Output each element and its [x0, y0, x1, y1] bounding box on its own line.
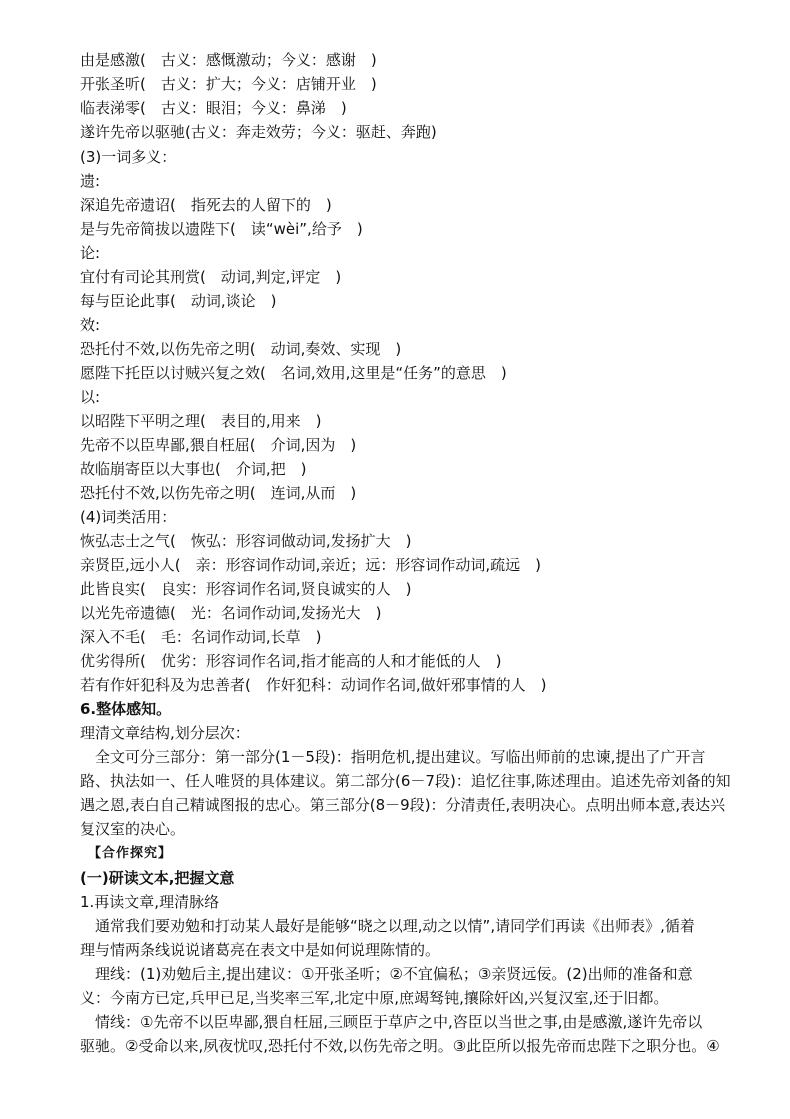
paragraph-line: 复汉室的决心。: [80, 820, 186, 838]
text-line: 每与臣论此事( 动词,谈论 ): [80, 292, 277, 310]
text-line: 宜付有司论其刑赏( 动词,判定,评定 ): [80, 268, 342, 286]
paragraph-line: 理线：(1)劝勉后主,提出建议：①开张圣听；②不宜偏私；③亲贤远佞。(2)出师的准备和意: [80, 965, 693, 983]
subsection-heading: (一)研读文本,把握文意: [80, 869, 235, 887]
text-line: 深入不毛( 毛：名词作动词,长草 ): [80, 628, 322, 646]
text-line: 若有作奸犯科及为忠善者( 作奸犯科：动词作名词,做奸邪事情的人 ): [80, 676, 547, 694]
section-heading: 6.整体感知。: [80, 700, 172, 718]
paragraph-line: 义：今南方已定,兵甲已足,当奖率三军,北定中原,庶竭驽钝,攘除奸凶,兴复汉室,还于旧都。: [80, 989, 669, 1007]
paragraph-line: 全文可分三部分：第一部分(1－5段)：指明危机,提出建议。写临出师前的忠谏,提出了广开言: [80, 748, 706, 766]
text-line: 恢弘志士之气( 恢弘：形容词做动词,发扬扩大 ): [80, 532, 412, 550]
text-line: 故临崩寄臣以大事也( 介词,把 ): [80, 460, 307, 478]
paragraph-line: 情线：①先帝不以臣卑鄙,猥自枉屈,三顾臣于草庐之中,咨臣以当世之事,由是感激,遂许先帝以: [80, 1013, 703, 1031]
text-line: 开张圣听( 古义：扩大；今义：店铺开业 ): [80, 75, 377, 93]
text-line: 遂许先帝以驱驰(古义：奔走效劳；今义：驱赶、奔跑): [80, 123, 437, 141]
term-label: 遗:: [80, 172, 101, 190]
text-line: 以光先帝遗德( 光：名词作动词,发扬光大 ): [80, 604, 382, 622]
paragraph-line: 路、执法如一、任人唯贤的具体建议。第二部分(6－7段)：追忆往事,陈述理由。追述先帝刘备的知: [80, 772, 731, 790]
paragraph-line: 理与情两条线说说诸葛亮在表文中是如何说理陈情的。: [80, 941, 441, 959]
text-line: 愿陛下托臣以讨贼兴复之效( 名词,效用,这里是“任务”的意思 ): [80, 364, 507, 382]
cooperative-inquiry-heading: 【合作探究】: [88, 846, 173, 861]
text-line: 优劣得所( 优劣：形容词作名词,指才能高的人和才能低的人 ): [80, 652, 502, 670]
section-heading: (4)词类活用：: [80, 508, 177, 526]
term-label: 效:: [80, 316, 101, 334]
text-line: 恐托付不效,以伤先帝之明( 连词,从而 ): [80, 484, 357, 502]
text-line: 理清文章结构,划分层次：: [80, 724, 250, 742]
text-line: 亲贤臣,远小人( 亲：形容词作动词,亲近；远：形容词作动词,疏远 ): [80, 556, 542, 574]
text-line: 深追先帝遗诏( 指死去的人留下的 ): [80, 196, 332, 214]
text-line: 是与先帝简拔以遗陛下( 读“wèi”,给予 ): [80, 220, 363, 238]
paragraph-line: 驱驰。②受命以来,夙夜忧叹,恐托付不效,以伤先帝之明。③此臣所以报先帝而忠陛下之职分也。④: [80, 1037, 720, 1055]
text-line: 临表涕零( 古义：眼泪；今义：鼻涕 ): [80, 99, 347, 117]
text-line: 以昭陛下平明之理( 表目的,用来 ): [80, 412, 322, 430]
text-line: 此皆良实( 良实：形容词作名词,贤良诚实的人 ): [80, 580, 412, 598]
paragraph-line: 通常我们要劝勉和打动某人最好是能够“晓之以理,动之以情”,请同学们再读《出师表》,循着: [80, 917, 695, 935]
subsection-heading: 1.再读文章,理清脉络: [80, 893, 220, 911]
text-line: 先帝不以臣卑鄙,猥自枉屈( 介词,因为 ): [80, 436, 357, 454]
term-label: 以:: [80, 388, 101, 406]
paragraph-line: 遇之恩,表白自己精诚图报的忠心。第三部分(8－9段)：分清责任,表明决心。点明出师本意,表达兴: [80, 796, 726, 814]
text-line: 由是感激( 古义：感慨激动；今义：感谢 ): [80, 51, 377, 69]
term-label: 论:: [80, 244, 101, 262]
text-line: 恐托付不效,以伤先帝之明( 动词,奏效、实现 ): [80, 340, 402, 358]
section-heading: (3)一词多义：: [80, 148, 177, 166]
